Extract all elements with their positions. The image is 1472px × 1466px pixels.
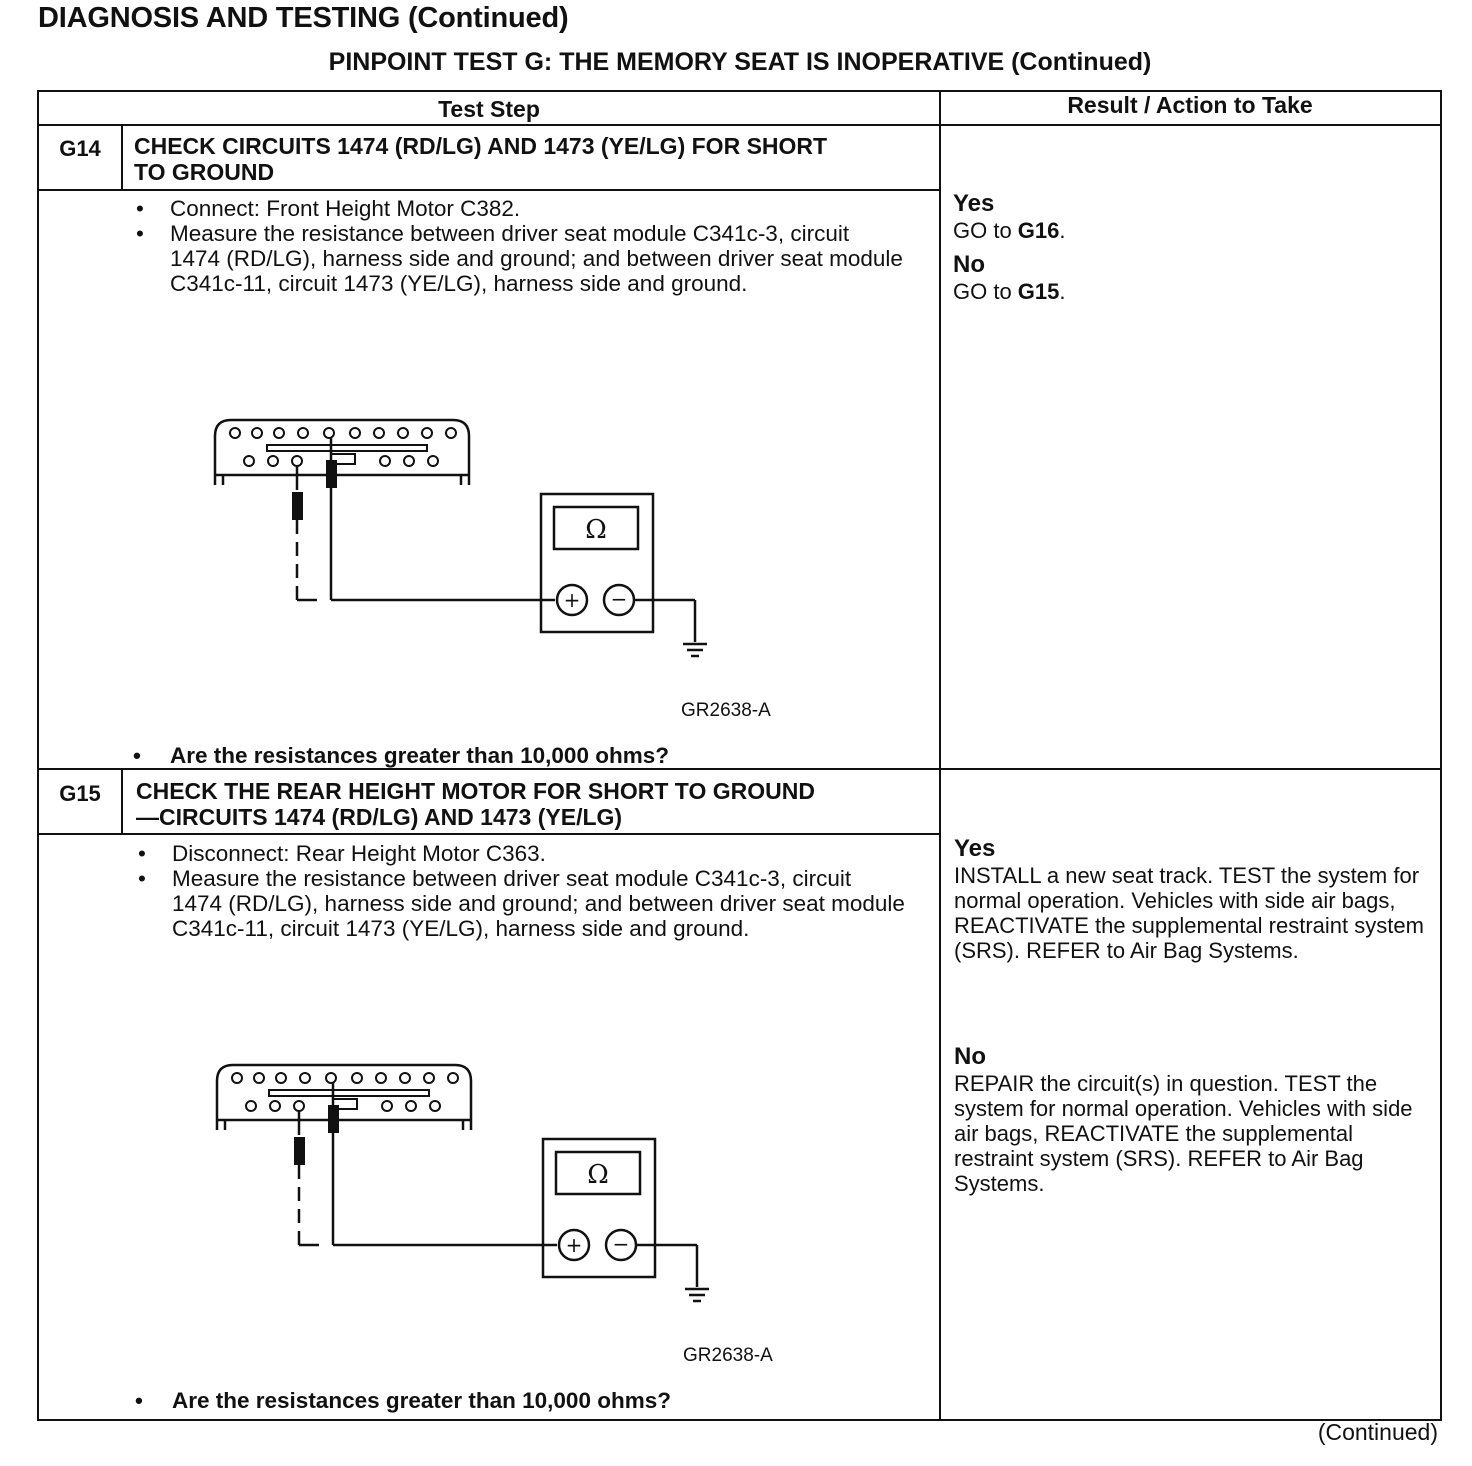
page-header: DIAGNOSIS AND TESTING (Continued) — [38, 2, 569, 34]
instruction-item: • Connect: Front Height Motor C382. — [136, 196, 521, 221]
no-action: GO to G15. — [953, 279, 1066, 304]
figure-id: GR2638-A — [683, 1345, 773, 1366]
yes-label: Yes — [954, 835, 996, 862]
ohm-symbol: Ω — [585, 515, 607, 545]
resistance-test-diagram — [205, 410, 725, 670]
no-label: No — [954, 1043, 986, 1070]
step-id: G14 — [59, 136, 101, 161]
ohm-symbol: Ω — [587, 1160, 609, 1190]
no-label: No — [953, 251, 985, 278]
g14-title-divider — [37, 189, 940, 191]
step-result — [954, 835, 1434, 963]
g15-title-divider — [37, 833, 940, 835]
goto-g16-link[interactable]: G16 — [1017, 218, 1060, 243]
column-header-result: Result / Action to Take — [1067, 92, 1313, 118]
step-title-line: CHECK THE REAR HEIGHT MOTOR FOR SHORT TO GROUND — [136, 778, 815, 804]
resistance-test-diagram — [207, 1055, 727, 1315]
step-id: G15 — [59, 781, 101, 806]
step-title-line: CHECK CIRCUITS 1474 (RD/LG) AND 1473 (YE/LG) FOR SHORT — [134, 133, 828, 159]
minus-terminal: − — [610, 587, 628, 611]
instruction-item: • Measure the resistance between driver seat module C341c-3, circuit 1474 (RD/LG), harness side and ground; and between driver seat module C341c-11, circuit 1473 (YE/LG), harness side and ground. — [136, 221, 903, 296]
continued-note: (Continued) — [1317, 1419, 1438, 1445]
minus-terminal: − — [612, 1232, 630, 1256]
header-divider — [37, 124, 1442, 126]
step-instructions — [136, 841, 906, 941]
step-title-line: TO GROUND — [134, 159, 275, 185]
step-instructions — [134, 196, 904, 296]
plus-terminal: + — [563, 588, 581, 612]
step-result — [953, 190, 1433, 304]
step-question: • Are the resistances greater than 10,000 ohms? — [133, 743, 669, 768]
step-title-line: —CIRCUITS 1474 (RD/LG) AND 1473 (YE/LG) — [136, 804, 623, 830]
step-result — [954, 1043, 1434, 1196]
yes-label: Yes — [953, 190, 995, 217]
figure-id: GR2638-A — [681, 700, 771, 721]
step-question: • Are the resistances greater than 10,000 ohms? — [135, 1388, 671, 1413]
yes-action: INSTALL a new seat track. TEST the system for normal operation. Vehicles with side air bags, REACTIVATE the supplemental restraint system (SRS). REFER to Air Bag Systems. — [954, 863, 1424, 963]
column-divider — [939, 90, 941, 1421]
step-title — [134, 133, 924, 185]
goto-g15-link[interactable]: G15 — [1017, 279, 1060, 304]
instruction-item: • Disconnect: Rear Height Motor C363. — [138, 841, 546, 866]
step-title — [136, 778, 926, 830]
plus-terminal: + — [565, 1233, 583, 1257]
no-action: REPAIR the circuit(s) in question. TEST the system for normal operation. Vehicles with side air bags, REACTIVATE the supplemental restraint system (SRS). REFER to Air Bag Systems. — [954, 1071, 1413, 1196]
pinpoint-test-title: PINPOINT TEST G: THE MEMORY SEAT IS INOPERATIVE (Continued) — [328, 48, 1152, 76]
instruction-item: • Measure the resistance between driver seat module C341c-3, circuit 1474 (RD/LG), harness side and ground; and between driver seat module C341c-11, circuit 1473 (YE/LG), harness side and ground. — [138, 866, 905, 941]
column-header-test-step: Test Step — [438, 96, 540, 122]
yes-action: GO to G16. — [953, 218, 1066, 243]
